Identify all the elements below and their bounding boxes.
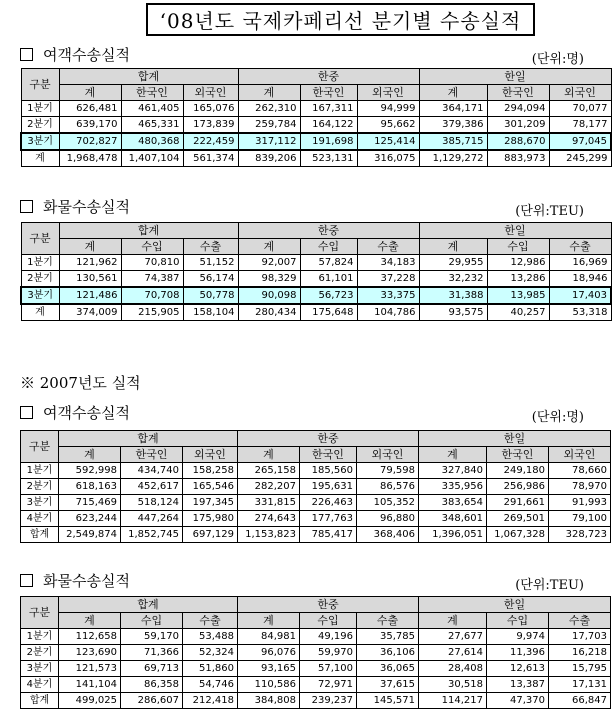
table-cell: 54,746 — [183, 677, 238, 693]
table-cell: 165,076 — [183, 101, 238, 117]
subheader-cell-korean: 한국인 — [121, 447, 183, 463]
table-cell: 145,571 — [357, 693, 419, 709]
subheader-cell-import: 수입 — [487, 613, 549, 629]
row-label: 1분기 — [21, 255, 59, 271]
table-row — [21, 133, 611, 150]
table-cell: 36,065 — [357, 661, 419, 677]
table-cell: 66,847 — [549, 693, 611, 709]
table-cell: 465,331 — [121, 117, 183, 134]
table-cell: 592,998 — [59, 463, 121, 479]
table-cell: 274,643 — [238, 511, 300, 527]
table-cell: 11,396 — [487, 645, 549, 661]
table-cell: 195,631 — [300, 479, 357, 495]
subheader-cell-gye: 계 — [59, 85, 121, 101]
table-cell: 215,905 — [121, 304, 183, 321]
table-cell: 618,163 — [59, 479, 121, 495]
subheader-cell-import: 수입 — [300, 613, 357, 629]
subheader-cell-foreigner: 외국인 — [357, 85, 419, 101]
table-cell: 112,658 — [59, 629, 121, 645]
table-cell: 32,232 — [419, 271, 487, 288]
row-label: 합계 — [21, 527, 59, 543]
table-cell: 269,501 — [487, 511, 549, 527]
table-cell: 256,986 — [487, 479, 549, 495]
table-cell: 86,358 — [121, 677, 183, 693]
subheader-cell-gye: 계 — [419, 447, 487, 463]
table-cell: 639,170 — [59, 117, 121, 134]
table-cell: 12,986 — [487, 255, 549, 271]
table-cell: 57,824 — [300, 255, 357, 271]
subheader-cell-gye: 계 — [238, 613, 300, 629]
table-cell: 348,601 — [419, 511, 487, 527]
header-row — [21, 223, 611, 239]
table-cell: 715,469 — [59, 495, 121, 511]
table-cell: 1,153,823 — [238, 527, 300, 543]
row-label: 1분기 — [21, 101, 59, 117]
subheader-cell-gye: 계 — [238, 85, 300, 101]
row-label: 4분기 — [21, 677, 59, 693]
table-cell: 56,723 — [300, 287, 357, 304]
table-cell: 57,100 — [300, 661, 357, 677]
table-cell: 177,763 — [300, 511, 357, 527]
table-row — [21, 271, 611, 288]
table-cell: 523,131 — [300, 150, 357, 167]
header-group-hanjung: 한중 — [238, 223, 419, 239]
table-cell: 288,670 — [487, 133, 549, 150]
subheader-row — [21, 85, 611, 101]
header-group-total_group: 합계 — [59, 223, 238, 239]
table-row — [21, 693, 611, 709]
table-cell: 96,076 — [238, 645, 300, 661]
table-row — [21, 645, 611, 661]
table-cell: 13,387 — [487, 677, 549, 693]
table-cell: 114,217 — [419, 693, 487, 709]
table-row — [21, 463, 611, 479]
table-cell: 37,615 — [357, 677, 419, 693]
table-cell: 105,352 — [357, 495, 419, 511]
subheader-cell-export: 수출 — [183, 613, 238, 629]
table-cell: 93,575 — [419, 304, 487, 321]
subheader-cell-foreigner: 외국인 — [183, 85, 238, 101]
row-label: 3분기 — [21, 287, 59, 304]
header-group-hanjung: 한중 — [238, 597, 419, 613]
table-cell: 78,970 — [549, 479, 611, 495]
table-cell: 1,852,745 — [121, 527, 183, 543]
subheader-cell-import: 수입 — [487, 239, 549, 255]
row-label: 2분기 — [21, 645, 59, 661]
table-cell: 53,488 — [183, 629, 238, 645]
table-cell: 452,617 — [121, 479, 183, 495]
row-label: 4분기 — [21, 511, 59, 527]
table-cell: 286,607 — [121, 693, 183, 709]
table-cell: 31,388 — [419, 287, 487, 304]
table-row — [21, 479, 611, 495]
table-cell: 282,207 — [238, 479, 300, 495]
table-row — [21, 101, 611, 117]
table-cell: 9,974 — [487, 629, 549, 645]
subheader-cell-gye: 계 — [238, 447, 300, 463]
table-cell: 96,880 — [357, 511, 419, 527]
table-cell: 50,778 — [183, 287, 238, 304]
table-cell: 59,170 — [121, 629, 183, 645]
table-cell: 27,614 — [419, 645, 487, 661]
table-cell: 518,124 — [121, 495, 183, 511]
checkbox-square-icon — [20, 406, 33, 419]
table-row — [21, 495, 611, 511]
table-cell: 384,808 — [238, 693, 300, 709]
table-row — [21, 287, 611, 304]
table-cell: 37,228 — [357, 271, 419, 288]
subheader-cell-export: 수출 — [357, 613, 419, 629]
table-row — [21, 527, 611, 543]
table-cell: 259,784 — [238, 117, 300, 134]
table-cell: 98,329 — [238, 271, 300, 288]
table-cell: 104,786 — [357, 304, 419, 321]
row-label: 2분기 — [21, 117, 59, 134]
subheader-cell-export: 수출 — [357, 239, 419, 255]
table-cell: 51,152 — [183, 255, 238, 271]
table-cell: 158,104 — [183, 304, 238, 321]
table-cell: 447,264 — [121, 511, 183, 527]
table-cell: 30,518 — [419, 677, 487, 693]
table-cell: 27,677 — [419, 629, 487, 645]
table-cell: 123,690 — [59, 645, 121, 661]
table-cell: 36,106 — [357, 645, 419, 661]
subheader-cell-import: 수입 — [300, 239, 357, 255]
subheader-cell-foreigner: 외국인 — [549, 447, 611, 463]
header-group-hanil: 한일 — [419, 223, 611, 239]
table-cell: 1,067,328 — [487, 527, 549, 543]
table-cell: 167,311 — [300, 101, 357, 117]
subheader-cell-korean: 한국인 — [487, 447, 549, 463]
table-cell: 1,396,051 — [419, 527, 487, 543]
table-cell: 262,310 — [238, 101, 300, 117]
unit-label: (단위:TEU) — [515, 204, 584, 219]
table-row — [21, 511, 611, 527]
subheader-cell-gye: 계 — [59, 613, 121, 629]
table-cell: 327,840 — [419, 463, 487, 479]
table-cell: 79,598 — [357, 463, 419, 479]
subheader-cell-export: 수출 — [183, 239, 238, 255]
table-cell: 226,463 — [300, 495, 357, 511]
table-cell: 16,969 — [549, 255, 611, 271]
subheader-cell-gye: 계 — [59, 239, 121, 255]
table-cell: 15,795 — [549, 661, 611, 677]
checkbox-square-icon — [20, 48, 33, 61]
table-2008-passenger — [20, 68, 612, 167]
section-label: 화물수송실적 — [43, 198, 130, 216]
table-cell: 17,703 — [549, 629, 611, 645]
row-label: 계 — [21, 150, 59, 167]
table-cell: 35,785 — [357, 629, 419, 645]
table-cell: 34,183 — [357, 255, 419, 271]
table-cell: 33,375 — [357, 287, 419, 304]
table-cell: 317,112 — [238, 133, 300, 150]
header-group-hanjung: 한중 — [238, 69, 419, 85]
subheader-cell-foreigner: 외국인 — [183, 447, 238, 463]
table-cell: 222,459 — [183, 133, 238, 150]
table-cell: 49,196 — [300, 629, 357, 645]
table-cell: 291,661 — [487, 495, 549, 511]
table-cell: 70,708 — [121, 287, 183, 304]
table-cell: 59,970 — [300, 645, 357, 661]
row-label: 2분기 — [21, 271, 59, 288]
row-label: 1분기 — [21, 629, 59, 645]
subheader-cell-korean: 한국인 — [300, 447, 357, 463]
table-cell: 121,486 — [59, 287, 121, 304]
table-row — [21, 304, 611, 321]
row-label: 3분기 — [21, 495, 59, 511]
subheader-cell-gye: 계 — [419, 85, 487, 101]
table-cell: 294,094 — [487, 101, 549, 117]
table-cell: 328,723 — [549, 527, 611, 543]
subheader-cell-foreigner: 외국인 — [549, 85, 611, 101]
table-cell: 74,387 — [121, 271, 183, 288]
subheader-cell-korean: 한국인 — [121, 85, 183, 101]
table-2007-passenger — [20, 430, 611, 543]
subheader-cell-export: 수출 — [549, 239, 611, 255]
row-label: 2분기 — [21, 479, 59, 495]
table-row — [21, 629, 611, 645]
row-label: 합계 — [21, 693, 59, 709]
table-cell: 12,613 — [487, 661, 549, 677]
unit-label: (단위:명) — [531, 410, 584, 425]
table-cell: 78,660 — [549, 463, 611, 479]
table-cell: 70,810 — [121, 255, 183, 271]
table-cell: 92,007 — [238, 255, 300, 271]
table-cell: 13,985 — [487, 287, 549, 304]
table-cell: 379,386 — [419, 117, 487, 134]
table-cell: 61,101 — [300, 271, 357, 288]
page-title: ‘08년도 국제카페리선 분기별 수송실적 — [146, 3, 535, 36]
table-cell: 79,100 — [549, 511, 611, 527]
subheader-cell-export: 수출 — [549, 613, 611, 629]
table-cell: 697,129 — [183, 527, 238, 543]
table-2008-cargo — [20, 222, 612, 321]
header-group-total_group: 합계 — [59, 431, 238, 447]
table-cell: 17,403 — [549, 287, 611, 304]
table-cell: 623,244 — [59, 511, 121, 527]
unit-label: (단위:TEU) — [515, 578, 584, 593]
table-cell: 197,345 — [183, 495, 238, 511]
table-cell: 185,560 — [300, 463, 357, 479]
table-cell: 175,648 — [300, 304, 357, 321]
table-cell: 29,955 — [419, 255, 487, 271]
table-cell: 374,009 — [59, 304, 121, 321]
header-cell-gubun: 구분 — [21, 431, 59, 463]
table-cell: 93,165 — [238, 661, 300, 677]
table-cell: 785,417 — [300, 527, 357, 543]
subheader-cell-import: 수입 — [121, 239, 183, 255]
row-label: 3분기 — [21, 133, 59, 150]
table-row — [21, 677, 611, 693]
table-cell: 17,131 — [549, 677, 611, 693]
table-cell: 561,374 — [183, 150, 238, 167]
header-group-hanil: 한일 — [419, 69, 611, 85]
header-group-total_group: 합계 — [59, 69, 238, 85]
table-cell: 383,654 — [419, 495, 487, 511]
table-cell: 16,218 — [549, 645, 611, 661]
table-2007-cargo — [20, 596, 611, 709]
table-cell: 301,209 — [487, 117, 549, 134]
table-cell: 52,324 — [183, 645, 238, 661]
table-cell: 316,075 — [357, 150, 419, 167]
header-row — [21, 69, 611, 85]
table-cell: 91,993 — [549, 495, 611, 511]
table-cell: 2,549,874 — [59, 527, 121, 543]
table-cell: 40,257 — [487, 304, 549, 321]
table-cell: 90,098 — [238, 287, 300, 304]
table-cell: 18,946 — [549, 271, 611, 288]
subheader-cell-gye: 계 — [419, 613, 487, 629]
table-cell: 71,366 — [121, 645, 183, 661]
table-cell: 164,122 — [300, 117, 357, 134]
year-heading: ※ 2007년도 실적 — [20, 374, 141, 392]
row-label: 계 — [21, 304, 59, 321]
section-heading-cargo-2007 — [20, 570, 130, 591]
subheader-row — [21, 447, 611, 463]
header-group-hanil: 한일 — [419, 431, 611, 447]
header-group-hanil: 한일 — [419, 597, 611, 613]
table-cell: 165,546 — [183, 479, 238, 495]
table-cell: 173,839 — [183, 117, 238, 134]
table-cell: 47,370 — [487, 693, 549, 709]
table-cell: 702,827 — [59, 133, 121, 150]
table-row — [21, 150, 611, 167]
table-cell: 434,740 — [121, 463, 183, 479]
table-cell: 158,258 — [183, 463, 238, 479]
table-cell: 78,177 — [549, 117, 611, 134]
table-cell: 95,662 — [357, 117, 419, 134]
table-row — [21, 255, 611, 271]
subheader-row — [21, 239, 611, 255]
table-cell: 280,434 — [238, 304, 300, 321]
section-heading-passenger-2007 — [20, 402, 130, 423]
table-cell: 141,104 — [59, 677, 121, 693]
table-cell: 94,999 — [357, 101, 419, 117]
header-cell-gubun: 구분 — [21, 69, 59, 101]
subheader-cell-foreigner: 외국인 — [357, 447, 419, 463]
table-cell: 212,418 — [183, 693, 238, 709]
table-cell: 51,860 — [183, 661, 238, 677]
table-cell: 364,171 — [419, 101, 487, 117]
table-cell: 110,586 — [238, 677, 300, 693]
header-group-total_group: 합계 — [59, 597, 238, 613]
table-cell: 125,414 — [357, 133, 419, 150]
unit-label: (단위:명) — [531, 52, 584, 67]
table-cell: 883,973 — [487, 150, 549, 167]
table-cell: 97,045 — [549, 133, 611, 150]
table-cell: 335,956 — [419, 479, 487, 495]
table-cell: 1,407,104 — [121, 150, 183, 167]
table-cell: 1,129,272 — [419, 150, 487, 167]
subheader-row — [21, 613, 611, 629]
table-cell: 239,237 — [300, 693, 357, 709]
table-cell: 28,408 — [419, 661, 487, 677]
table-cell: 385,715 — [419, 133, 487, 150]
table-cell: 56,174 — [183, 271, 238, 288]
subheader-cell-korean: 한국인 — [300, 85, 357, 101]
table-cell: 130,561 — [59, 271, 121, 288]
checkbox-square-icon — [20, 200, 33, 213]
subheader-cell-korean: 한국인 — [487, 85, 549, 101]
table-cell: 121,573 — [59, 661, 121, 677]
table-cell: 499,025 — [59, 693, 121, 709]
header-row — [21, 431, 611, 447]
row-label: 1분기 — [21, 463, 59, 479]
table-cell: 72,971 — [300, 677, 357, 693]
section-label: 여객수송실적 — [43, 46, 130, 64]
table-cell: 175,980 — [183, 511, 238, 527]
table-cell: 191,698 — [300, 133, 357, 150]
section-label: 화물수송실적 — [43, 572, 130, 590]
row-label: 3분기 — [21, 661, 59, 677]
table-cell: 86,576 — [357, 479, 419, 495]
table-cell: 69,713 — [121, 661, 183, 677]
table-cell: 84,981 — [238, 629, 300, 645]
table-cell: 626,481 — [59, 101, 121, 117]
subheader-cell-import: 수입 — [121, 613, 183, 629]
checkbox-square-icon — [20, 574, 33, 587]
header-group-hanjung: 한중 — [238, 431, 419, 447]
table-cell: 53,318 — [549, 304, 611, 321]
table-cell: 265,158 — [238, 463, 300, 479]
table-cell: 249,180 — [487, 463, 549, 479]
table-cell: 13,286 — [487, 271, 549, 288]
table-cell: 1,968,478 — [59, 150, 121, 167]
header-cell-gubun: 구분 — [21, 597, 59, 629]
table-cell: 461,405 — [121, 101, 183, 117]
section-label: 여객수송실적 — [43, 404, 130, 422]
table-row — [21, 661, 611, 677]
table-cell: 331,815 — [238, 495, 300, 511]
subheader-cell-gye: 계 — [419, 239, 487, 255]
table-cell: 839,206 — [238, 150, 300, 167]
header-cell-gubun: 구분 — [21, 223, 59, 255]
table-cell: 121,962 — [59, 255, 121, 271]
table-row — [21, 117, 611, 134]
table-cell: 480,368 — [121, 133, 183, 150]
header-row — [21, 597, 611, 613]
table-cell: 368,406 — [357, 527, 419, 543]
section-heading-cargo-2008 — [20, 196, 130, 217]
table-cell: 245,299 — [549, 150, 611, 167]
section-heading-passenger-2008 — [20, 44, 130, 65]
table-cell: 70,077 — [549, 101, 611, 117]
subheader-cell-gye: 계 — [59, 447, 121, 463]
subheader-cell-gye: 계 — [238, 239, 300, 255]
